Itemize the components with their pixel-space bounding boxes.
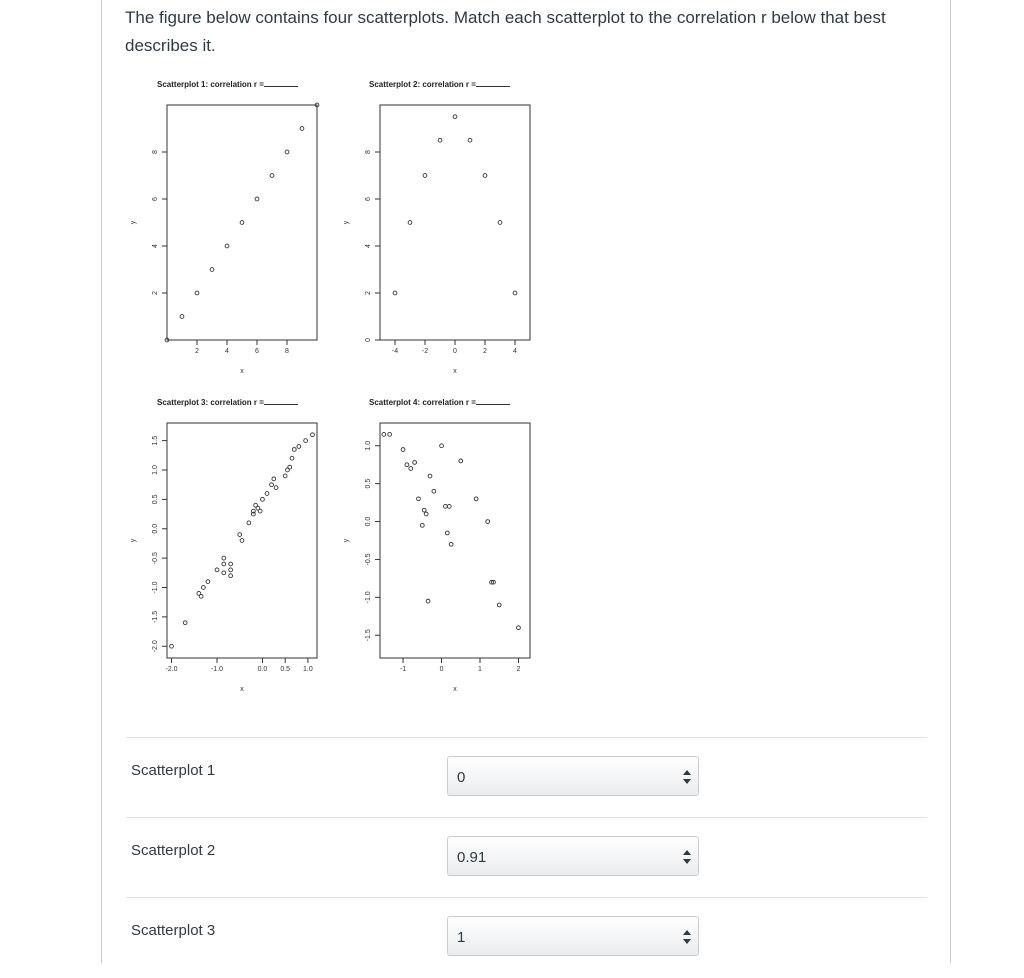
data-point [183, 621, 187, 625]
data-point [401, 448, 405, 452]
data-point [285, 150, 289, 154]
data-point [222, 562, 226, 566]
scatterplot-1 [120, 95, 330, 375]
y-tick-label: 0.0 [365, 516, 372, 527]
answer-row-2 [126, 817, 927, 898]
data-point [453, 115, 457, 119]
data-point [424, 512, 428, 516]
x-tick-label: 0 [453, 348, 457, 355]
data-point [222, 571, 226, 575]
y-tick-label: -0.5 [152, 552, 159, 565]
y-tick-label: 0.5 [365, 478, 372, 489]
data-point [238, 533, 242, 537]
data-point [225, 244, 229, 248]
x-tick-label: 6 [255, 348, 259, 355]
data-point [274, 486, 278, 490]
data-point [388, 432, 392, 436]
x-tick-label: 2 [195, 348, 199, 355]
data-point [180, 315, 184, 319]
x-tick-label: -1 [399, 666, 407, 673]
data-point [497, 603, 501, 607]
plot-frame [380, 423, 530, 658]
scatterplot-2 [333, 95, 543, 375]
data-point [247, 521, 251, 525]
scatterplot-4 [333, 413, 543, 693]
y-tick-label: 1.0 [365, 440, 372, 451]
data-point [432, 489, 436, 493]
data-point [393, 291, 397, 295]
y-tick-label: -2.0 [152, 640, 159, 653]
y-tick-label: 2 [365, 291, 372, 295]
scatterplot-3 [120, 413, 330, 693]
data-point [270, 174, 274, 178]
answer-label: Scatterplot 1 [131, 762, 216, 779]
y-tick-label: 0 [365, 338, 372, 342]
scatterplot-2-title: Scatterplot 2: correlation r = [369, 79, 510, 89]
x-tick-label: -1.0 [210, 666, 224, 673]
x-axis-label: x [453, 368, 457, 375]
data-point [288, 465, 292, 469]
data-point [206, 580, 210, 584]
select-arrows-icon [683, 770, 691, 784]
plot-frame [167, 423, 317, 658]
y-tick-label: -0.5 [365, 553, 372, 566]
select-value: 0.91 [457, 849, 487, 866]
data-point [468, 138, 472, 142]
data-point [447, 504, 451, 508]
y-tick-label: 8 [152, 150, 159, 154]
data-point [423, 174, 427, 178]
data-point [382, 432, 386, 436]
data-point [483, 174, 487, 178]
select-value: 0 [457, 769, 466, 786]
x-tick-label: 0 [439, 666, 444, 673]
data-point [292, 448, 296, 452]
plot-frame [167, 105, 317, 340]
y-axis-label: y [130, 538, 137, 543]
y-axis-label: y [130, 220, 137, 225]
data-point [409, 467, 413, 471]
y-tick-label: 2 [152, 291, 159, 295]
data-point [513, 291, 517, 295]
data-point [426, 599, 430, 603]
x-tick-label: 2 [483, 348, 487, 355]
data-point [440, 444, 444, 448]
x-axis-label: x [240, 686, 244, 693]
data-point [215, 568, 219, 572]
data-point [443, 504, 447, 508]
scatterplot-1-title: Scatterplot 1: correlation r = [157, 79, 298, 89]
data-point [498, 221, 502, 225]
data-point [283, 474, 287, 478]
data-point [413, 461, 417, 465]
data-point [170, 644, 174, 648]
y-tick-label: 0.0 [152, 523, 159, 534]
data-point [449, 542, 453, 546]
y-tick-label: -1.0 [365, 591, 372, 604]
x-tick-label: -2.0 [165, 666, 178, 673]
data-point [405, 463, 409, 467]
correlation-select-1[interactable] [447, 756, 699, 796]
data-point [445, 531, 449, 535]
y-tick-label: -1.5 [152, 610, 159, 623]
data-point [240, 539, 244, 543]
y-tick-label: 4 [152, 244, 159, 248]
y-tick-label: 8 [365, 150, 372, 154]
data-point [272, 477, 276, 481]
correlation-select-3[interactable] [447, 916, 699, 956]
x-tick-label: 8 [285, 348, 289, 355]
data-point [297, 445, 301, 449]
y-tick-label: 0.5 [152, 494, 159, 505]
x-tick-label: 1 [478, 666, 482, 673]
x-tick-label: -2 [421, 348, 429, 355]
data-point [428, 474, 432, 478]
data-point [420, 523, 424, 527]
data-point [486, 520, 490, 524]
data-point [438, 138, 442, 142]
data-point [258, 509, 262, 513]
data-point [201, 586, 205, 590]
select-arrows-icon [683, 930, 691, 944]
data-point [417, 497, 421, 501]
data-point [517, 626, 521, 630]
data-point [474, 497, 478, 501]
y-tick-label: 1.0 [152, 465, 159, 475]
data-point [265, 492, 269, 496]
x-tick-label: 4 [513, 348, 517, 355]
y-tick-label: 6 [365, 197, 372, 201]
answer-label: Scatterplot 2 [131, 842, 216, 859]
data-point [199, 594, 203, 598]
data-point [422, 508, 426, 512]
y-tick-label: 6 [152, 197, 159, 201]
x-axis-label: x [453, 686, 457, 693]
data-point [304, 439, 308, 443]
x-tick-label: 0.0 [257, 666, 268, 673]
y-tick-label: -1.0 [152, 581, 159, 594]
answer-row-1 [126, 737, 927, 818]
x-tick-label: 0.5 [280, 666, 291, 673]
x-tick-label: 4 [225, 348, 229, 355]
data-point [222, 556, 226, 560]
data-point [270, 483, 274, 487]
answer-row-3 [126, 897, 927, 978]
data-point [240, 221, 244, 225]
data-point [311, 433, 315, 437]
data-point [229, 574, 233, 578]
correlation-select-2[interactable] [447, 836, 699, 876]
y-tick-label: 1.5 [152, 435, 159, 446]
data-point [300, 127, 304, 131]
data-point [229, 568, 233, 572]
select-arrows-icon [683, 850, 691, 864]
data-point [210, 268, 214, 272]
y-tick-label: 4 [365, 244, 372, 248]
x-tick-label: 1.0 [303, 666, 313, 673]
plot-frame [380, 105, 530, 340]
x-tick-label: -4 [391, 348, 399, 355]
data-point [195, 291, 199, 295]
data-point [459, 459, 463, 463]
question-text: The figure below contains four scatterplots. Match each scatterplot to the correlation r below that best describes it. [125, 8, 886, 55]
data-point [229, 562, 233, 566]
answer-label: Scatterplot 3 [131, 922, 216, 939]
data-point [290, 456, 294, 460]
data-point [255, 197, 259, 201]
x-tick-label: 2 [516, 666, 521, 673]
select-value: 1 [457, 929, 466, 946]
scatterplot-3-title: Scatterplot 3: correlation r = [157, 397, 298, 407]
x-axis-label: x [240, 368, 244, 375]
y-tick-label: -1.5 [365, 629, 372, 642]
data-point [261, 497, 265, 501]
scatterplot-4-title: Scatterplot 4: correlation r = [369, 397, 510, 407]
y-axis-label: y [343, 220, 350, 225]
data-point [408, 221, 412, 225]
y-axis-label: y [343, 538, 350, 543]
